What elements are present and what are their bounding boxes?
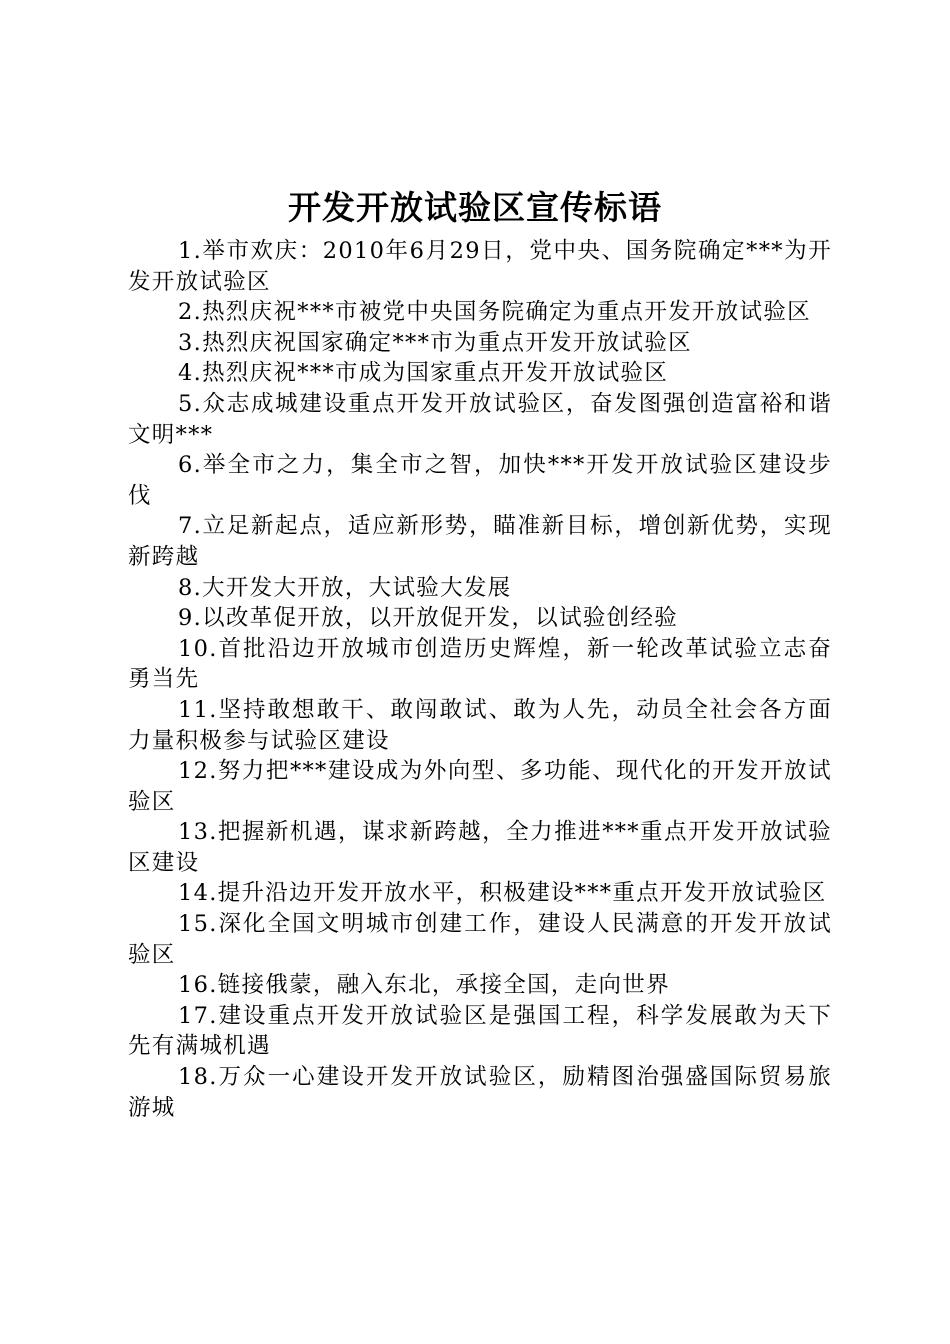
document-title: 开发开放试验区宣传标语 — [288, 188, 662, 227]
slogan-item: 5.众志成城建设重点开发开放试验区，奋发图强创造富裕和谐文明*** — [128, 390, 832, 448]
slogan-item: 2.热烈庆祝***市被党中央国务院确定为重点开发开放试验区 — [178, 299, 811, 326]
slogan-item: 10.首批沿边开放城市创造历史辉煌，新一轮改革试验立志奋勇当先 — [128, 635, 832, 693]
slogan-item: 13.把握新机遇，谋求新跨越，全力推进***重点开发开放试验区建设 — [128, 819, 832, 876]
slogan-item: 7.立足新起点，适应新形势，瞄准新目标，增创新优势，实现新跨越 — [128, 513, 832, 570]
slogan-item: 12.努力把***建设成为外向型、多功能、现代化的开发开放试验区 — [128, 758, 832, 815]
slogan-item: 15.深化全国文明城市创建工作，建设人民满意的开发开放试验区 — [128, 911, 832, 968]
slogan-list — [128, 236, 832, 1123]
slogan-item: 8.大开发大开放，大试验大发展 — [178, 574, 512, 601]
slogan-item: 9.以改革促开放，以开放促开发，以试验创经验 — [178, 605, 679, 632]
slogan-item: 11.坚持敢想敢干、敢闯敢试、敢为人先，动员全社会各方面力量积极参与试验区建设 — [128, 696, 832, 754]
slogan-item: 16.链接俄蒙，融入东北，承接全国，走向世界 — [178, 972, 670, 999]
slogan-item: 6.举全市之力，集全市之智，加快***开发开放试验区建设步伐 — [128, 452, 832, 509]
slogan-item: 14.提升沿边开发开放水平，积极建设***重点开发开放试验区 — [178, 880, 827, 907]
slogan-item: 4.热烈庆祝***市成为国家重点开发开放试验区 — [178, 360, 669, 387]
slogan-item: 18.万众一心建设开发开放试验区，励精图治强盛国际贸易旅游城 — [128, 1064, 832, 1121]
slogan-item: 3.热烈庆祝国家确定***市为重点开发开放试验区 — [178, 329, 692, 356]
slogan-item: 17.建设重点开发开放试验区是强国工程，科学发展敢为天下先有满城机遇 — [128, 1002, 832, 1060]
slogan-item: 1.举市欢庆：2010年6月29日，党中央、国务院确定***为开发开放试验区 — [128, 238, 832, 295]
